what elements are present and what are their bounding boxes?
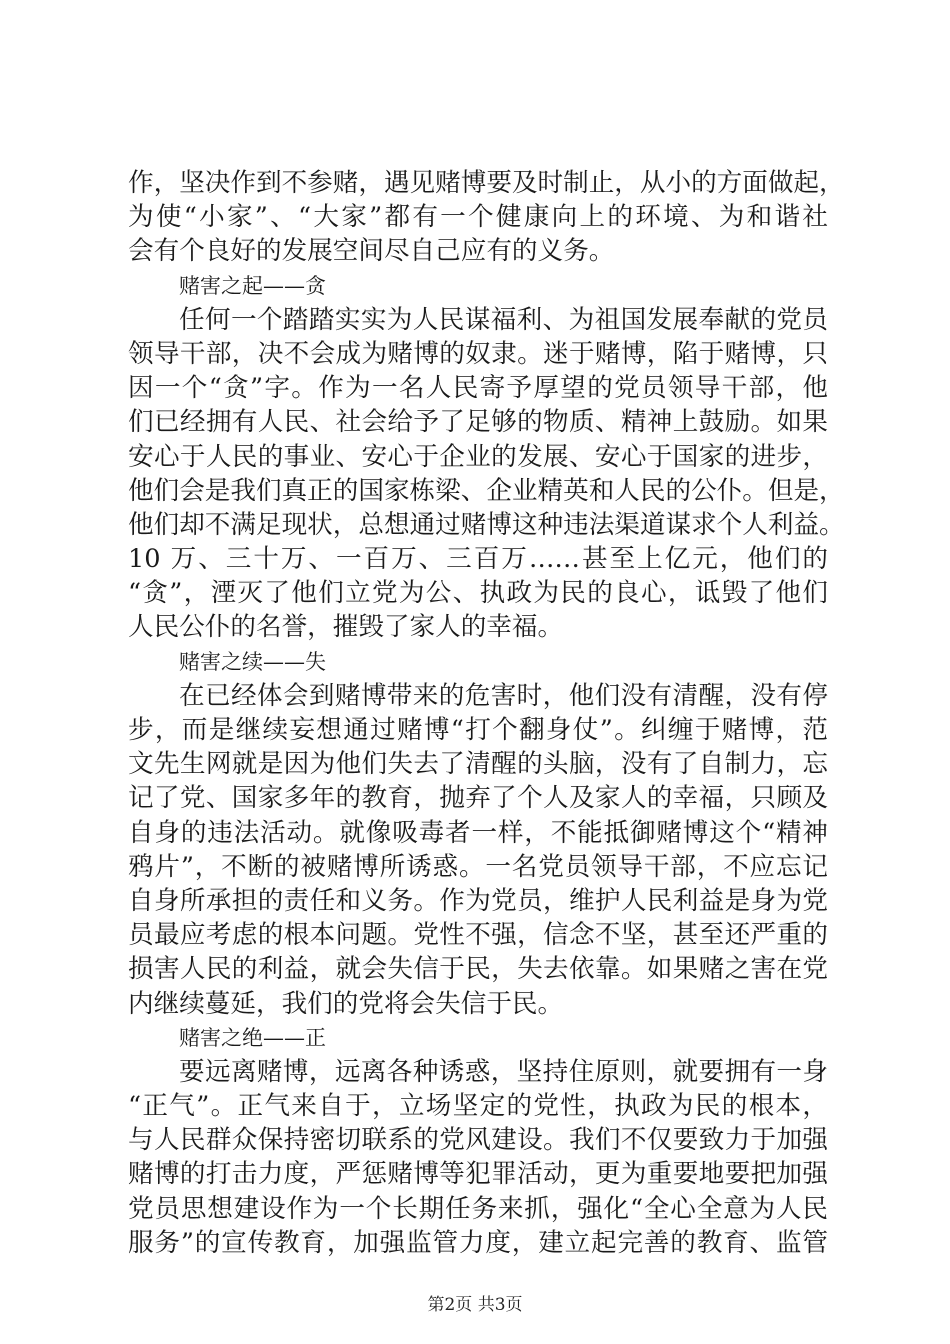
document-body [128, 166, 845, 1260]
paragraph-line: 为使“小家”、“大家”都有一个健康向上的环境、为和谐社 [128, 202, 828, 233]
paragraph-line: 要远离赌博，远离各种诱惑，坚持住原则，就要拥有一身 [179, 1056, 828, 1087]
section-heading-loss: 赌害之续——失 [179, 649, 326, 674]
paragraph-line: 因一个“贪”字。作为一名人民寄予厚望的党员领导干部，他 [128, 373, 828, 404]
paragraph-line: 作，坚决作到不参赌，遇见赌博要及时制止，从小的方面做起， [128, 168, 845, 198]
paragraph-line: 赌博的打击力度，严惩赌博等犯罪活动，更为重要地要把加强 [128, 1159, 828, 1190]
page-number-footer: 第2页 共3页 [427, 1295, 523, 1315]
paragraph-line: “正气”。正气来自于，立场坚定的党性，执政为民的根本， [128, 1091, 828, 1122]
paragraph-line: 记了党、国家多年的教育，抛弃了个人及家人的幸福，只顾及 [128, 783, 828, 814]
paragraph-line: 与人民群众保持密切联系的党风建设。我们不仅要致力于加强 [128, 1125, 828, 1156]
section-heading-greed: 赌害之起——贪 [179, 273, 326, 298]
paragraph-line: 文先生网就是因为他们失去了清醒的头脑，没有了自制力，忘 [128, 749, 828, 780]
paragraph-line: 们已经拥有人民、社会给予了足够的物质、精神上鼓励。如果 [128, 407, 828, 438]
paragraph-line: 自身所承担的责任和义务。作为党员，维护人民利益是身为党 [128, 885, 828, 916]
paragraph-line: 他们却不满足现状，总想通过赌博这种违法渠道谋求个人利益。 [128, 509, 845, 540]
paragraph-line: 任何一个踏踏实实为人民谋福利、为祖国发展奉献的党员 [179, 304, 828, 335]
paragraph-line: 安心于人民的事业、安心于企业的发展、安心于国家的进步， [128, 441, 828, 472]
paragraph-line: 自身的违法活动。就像吸毒者一样，不能抵御赌博这个“精神 [128, 817, 828, 848]
paragraph-line: 会有个良好的发展空间尽自己应有的义务。 [128, 236, 615, 267]
paragraph-line: 鸦片”，不断的被赌博所诱惑。一名党员领导干部，不应忘记 [128, 851, 828, 882]
paragraph-line: 损害人民的利益，就会失信于民，失去依靠。如果赌之害在党 [128, 954, 828, 985]
paragraph-line: 步，而是继续妄想通过赌博“打个翻身仗”。纠缠于赌博，范 [128, 715, 828, 745]
section-heading-integrity: 赌害之绝——正 [179, 1025, 326, 1050]
paragraph-line: 内继续蔓延，我们的党将会失信于民。 [128, 988, 564, 1019]
paragraph-line: 党员思想建设作为一个长期任务来抓，强化“全心全意为人民 [128, 1193, 828, 1224]
paragraph-line: 10 万、三十万、一百万、三百万……甚至上亿元，他们的 [128, 544, 828, 575]
paragraph-line: 在已经体会到赌博带来的危害时，他们没有清醒，没有停 [179, 680, 828, 711]
paragraph-line: 他们会是我们真正的国家栋梁、企业精英和人民的公仆。但是， [128, 475, 845, 506]
paragraph-line: 服务”的宣传教育，加强监管力度，建立起完善的教育、监管 [128, 1227, 828, 1258]
paragraph-line: 人民公仆的名誉，摧毁了家人的幸福。 [128, 612, 564, 643]
paragraph-line: 领导干部，决不会成为赌博的奴隶。迷于赌博，陷于赌博，只 [128, 338, 828, 369]
paragraph-line: 员最应考虑的根本问题。党性不强，信念不坚，甚至还严重的 [128, 920, 828, 951]
paragraph-line: “贪”，湮灭了他们立党为公、执政为民的良心，诋毁了他们 [128, 578, 828, 609]
